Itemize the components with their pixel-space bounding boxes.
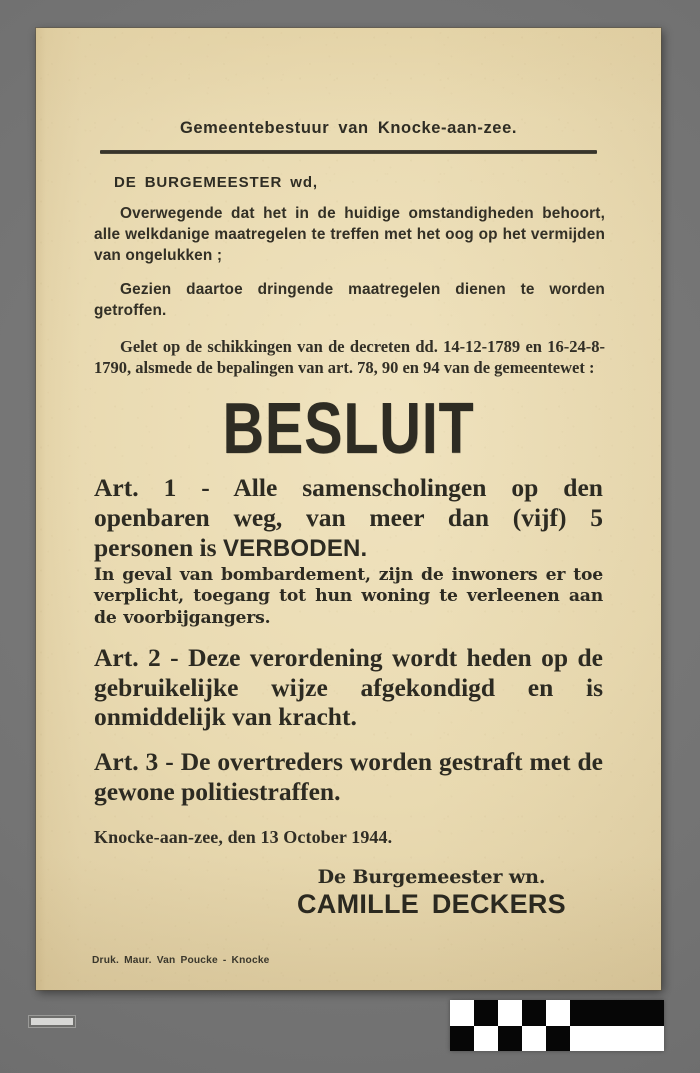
recital-paragraph-2: Gezien daartoe dringende maatregelen dienen te worden getroffen. bbox=[94, 280, 605, 319]
checker-cell bbox=[522, 1000, 546, 1026]
bombardment-clause: In geval van bombardement, zijn de inwoners er toe verplicht, toegang tot hun woning te verleenen aan de voorbijgangers. bbox=[94, 564, 603, 629]
poster-content bbox=[36, 28, 661, 990]
signature-block bbox=[64, 866, 599, 920]
legal-basis-paragraph: Gelet op de schikkingen van de decreten dd. 14-12-1789 en 16-24-8-1790, alsmede de bepalingen van art. 78, 90 en 94 van de gemeentewet : bbox=[94, 336, 605, 378]
checker-cell bbox=[522, 1026, 546, 1052]
article-2 bbox=[94, 643, 603, 732]
checker-cell bbox=[450, 1026, 474, 1052]
scale-bar-marker bbox=[28, 1015, 76, 1028]
color-checker-target bbox=[450, 1000, 664, 1051]
article-3 bbox=[94, 747, 603, 807]
article-3-text: Art. 3 - De overtreders worden gestraft met de gewone politiestraffen. bbox=[94, 747, 603, 807]
checker-cell bbox=[546, 1000, 570, 1026]
checker-cell bbox=[498, 1026, 522, 1052]
checker-row-bottom bbox=[450, 1026, 664, 1052]
checker-cell bbox=[498, 1000, 522, 1026]
article-1-emphasis: VERBODEN. bbox=[222, 534, 368, 562]
signature-name: CAMILLE DECKERS bbox=[296, 888, 566, 919]
checker-cell bbox=[474, 1000, 498, 1026]
article-1-text: Art. 1 - Alle samenscholingen op den openbaren weg, van meer dan (vijf) 5 personen is bbox=[94, 472, 603, 562]
checker-cell bbox=[474, 1026, 498, 1052]
article-2-text: Art. 2 - Deze verordening wordt heden op de gebruikelijke wijze afgekondigd en is onmiddelijk van kracht. bbox=[94, 642, 603, 732]
printer-imprint: Druk. Maur. Van Poucke - Knocke bbox=[92, 955, 270, 966]
signature-role: De Burgemeester wn. bbox=[317, 865, 546, 888]
article-1 bbox=[94, 473, 603, 563]
recital-paragraph-1: Overwegende dat het in de huidige omstandigheden behoort, alle welkdanige maatregelen te treffen met het oog op het vermijden van ongelukken ; bbox=[94, 205, 605, 264]
masthead-title: Gemeentebestuur van Knocke-aan-zee. bbox=[179, 119, 518, 137]
dateline: Knocke-aan-zee, den 13 October 1944. bbox=[94, 826, 393, 847]
checker-row-top bbox=[450, 1000, 664, 1026]
poster-sheet bbox=[36, 28, 661, 990]
masthead-divider bbox=[100, 150, 597, 154]
checker-solid-bar bbox=[570, 1026, 664, 1052]
checker-cell bbox=[546, 1026, 570, 1052]
checker-solid-bar bbox=[570, 1000, 664, 1026]
mayor-subheading: DE BURGEMEESTER wd, bbox=[114, 174, 318, 191]
decision-heading: BESLUIT bbox=[222, 388, 475, 469]
checker-cell bbox=[450, 1000, 474, 1026]
